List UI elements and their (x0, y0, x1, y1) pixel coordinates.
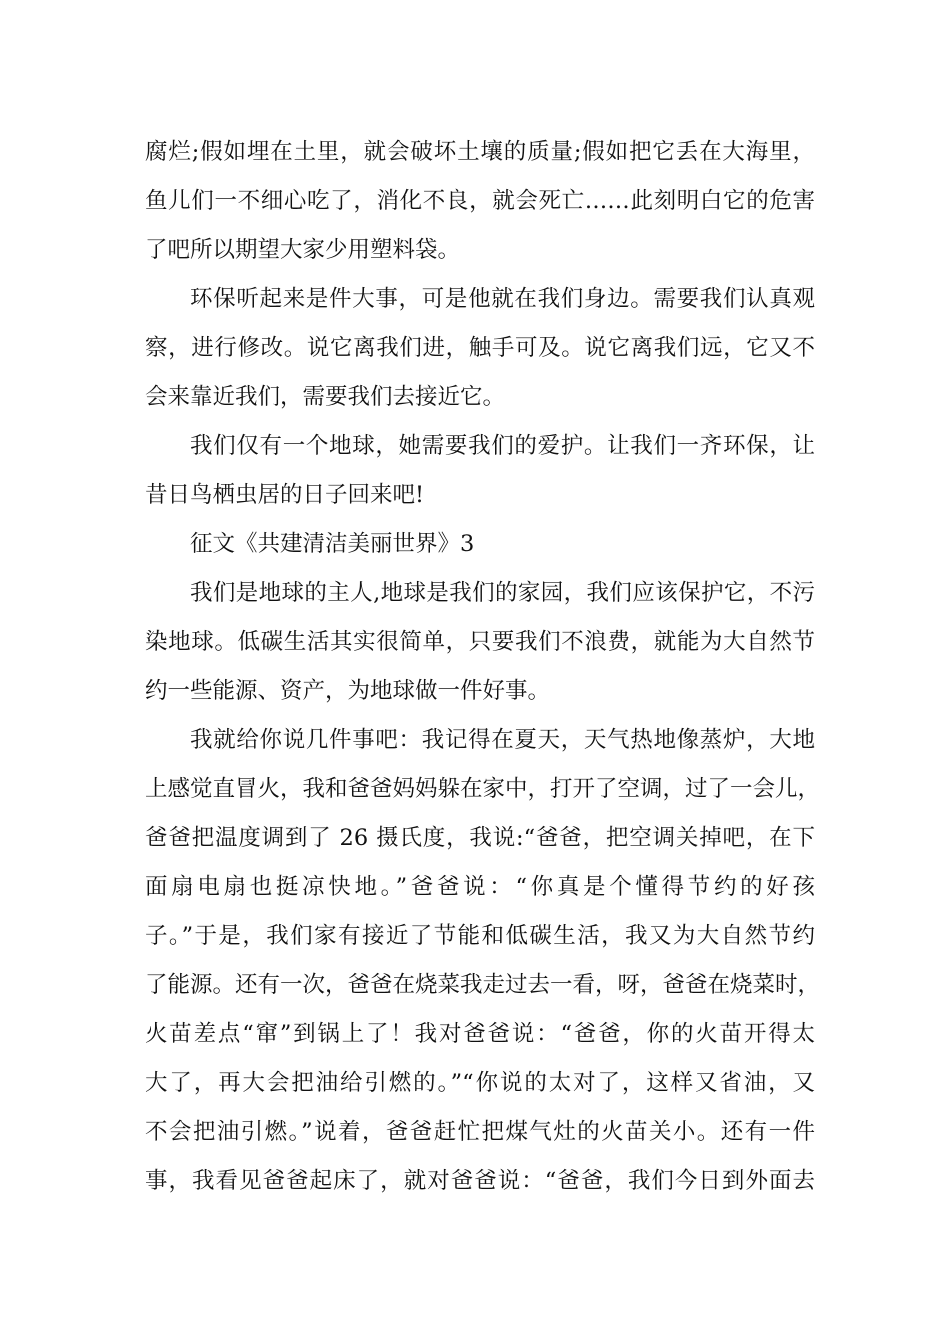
text-line: 染地球。低碳生活其实很简单，只要我们不浪费，就能为大自然节 (145, 629, 815, 655)
paragraph (145, 128, 815, 275)
text-line: 事，我看见爸爸起床了，就对爸爸说：“爸爸，我们今日到外面去 (145, 1168, 815, 1194)
paragraph (145, 422, 815, 520)
text-line: 征文《共建清洁美丽世界》3 (190, 531, 475, 557)
paragraph (145, 716, 821, 1206)
paragraph (145, 569, 815, 716)
text-line: 会来靠近我们，需要我们去接近它。 (145, 384, 506, 410)
text-line: 上感觉直冒火，我和爸爸妈妈躲在家中，打开了空调，过了一会儿， (145, 776, 821, 802)
text-line: 腐烂;假如埋在土里，就会破坏土壤的质量;假如把它丢在大海里， (145, 139, 815, 165)
text-line: 我就给你说几件事吧：我记得在夏天，天气热地像蒸炉，大地 (190, 727, 815, 753)
text-line: 鱼儿们一不细心吃了，消化不良，就会死亡……此刻明白它的危害 (145, 188, 815, 214)
text-line: 不会把油引燃。”说着，爸爸赶忙把煤气灶的火苗关小。还有一件 (145, 1119, 815, 1145)
text-line: 大了，再大会把油给引燃的。”“你说的太对了，这样又省油，又 (145, 1070, 815, 1096)
text-line: 了吧所以期望大家少用塑料袋。 (145, 237, 461, 263)
paragraph (145, 275, 815, 422)
document-body (145, 128, 821, 1206)
text-line: 约一些能源、资产，为地球做一件好事。 (145, 678, 551, 704)
text-line: 爸爸把温度调到了 26 摄氏度，我说:“爸爸，把空调关掉吧，在下 (145, 825, 815, 851)
text-line: 了能源。还有一次，爸爸在烧菜我走过去一看，呀，爸爸在烧菜时， (145, 972, 821, 998)
text-line: 昔日鸟栖虫居的日子回来吧! (145, 482, 425, 508)
paragraph (145, 520, 815, 569)
text-line: 察，进行修改。说它离我们进，触手可及。说它离我们远，它又不 (145, 335, 815, 361)
text-line: 我们仅有一个地球，她需要我们的爱护。让我们一齐环保，让 (190, 433, 815, 459)
text-line: 子。”于是，我们家有接近了节能和低碳生活，我又为大自然节约 (145, 923, 815, 949)
text-line: 环保听起来是件大事，可是他就在我们身边。需要我们认真观 (190, 286, 815, 312)
text-line: 我们是地球的主人,地球是我们的家园，我们应该保护它，不污 (190, 580, 815, 606)
text-line: 面扇电扇也挺凉快地。”爸爸说：“你真是个懂得节约的好孩 (145, 874, 815, 900)
text-line: 火苗差点“窜”到锅上了！我对爸爸说：“爸爸，你的火苗开得太 (145, 1021, 815, 1047)
